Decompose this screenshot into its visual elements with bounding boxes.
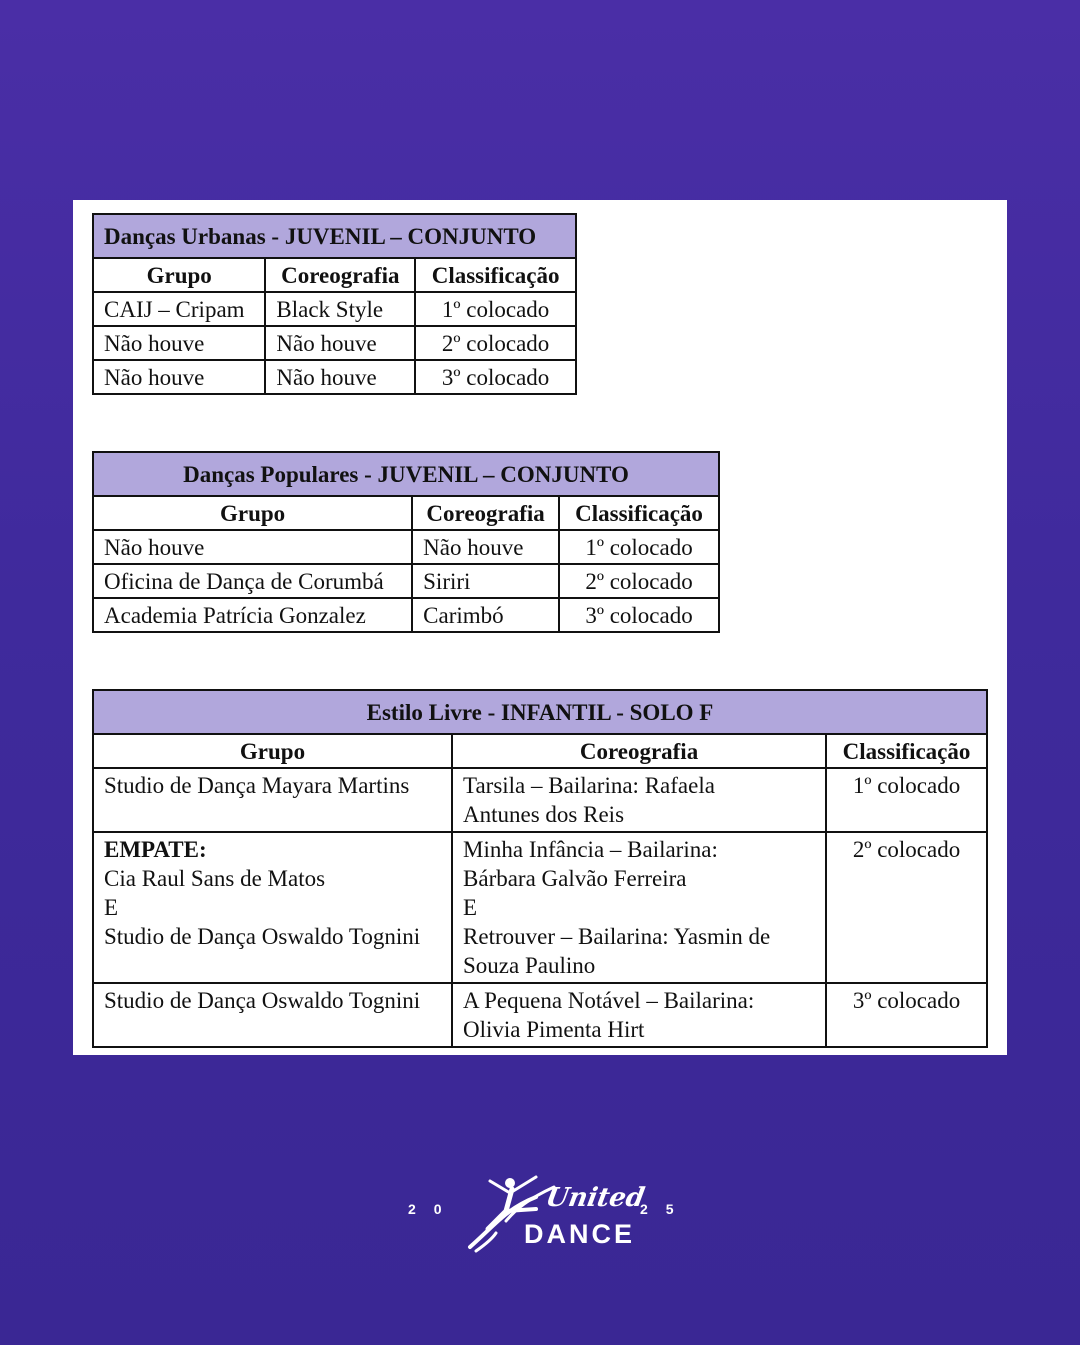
footer: [0, 1165, 1080, 1255]
table-row: [93, 292, 576, 326]
grupo-cell: [93, 832, 452, 983]
table-row: [93, 326, 576, 360]
table-title: Estilo Livre - INFANTIL - SOLO F: [93, 690, 987, 734]
classificacao-cell: 3º colocado: [826, 983, 987, 1047]
column-header-grupo: Grupo: [93, 734, 452, 768]
coreografia-line: Olivia Pimenta Hirt: [463, 1017, 645, 1042]
classificacao-cell: 2º colocado: [415, 326, 576, 360]
coreografia-cell: [452, 832, 826, 983]
united-dance-logo: [466, 1169, 647, 1255]
column-header-classificacao: Classificação: [415, 258, 576, 292]
year-right: 25: [640, 1201, 692, 1217]
grupo-cell: Não houve: [93, 326, 265, 360]
table-estilo-livre: [92, 689, 988, 1048]
column-header-coreografia: Coreografia: [452, 734, 826, 768]
table-row: [93, 768, 987, 832]
grupo-line: Studio de Dança Mayara Martins: [104, 773, 410, 798]
coreografia-line: Bárbara Galvão Ferreira: [463, 866, 687, 891]
coreografia-cell: Não houve: [265, 360, 415, 394]
coreografia-cell: [452, 983, 826, 1047]
table-row: [93, 360, 576, 394]
logo-script: United: [543, 1183, 647, 1213]
column-header-classificacao: Classificação: [559, 496, 719, 530]
grupo-cell: Não houve: [93, 530, 412, 564]
coreografia-line: E: [463, 895, 478, 920]
table-row: [93, 564, 719, 598]
table-row: [93, 598, 719, 632]
grupo-cell: Não houve: [93, 360, 265, 394]
coreografia-line: Minha Infância – Bailarina:: [463, 837, 718, 862]
table-title: Danças Populares - JUVENIL – CONJUNTO: [93, 452, 719, 496]
grupo-line: E: [104, 895, 119, 920]
column-header-classificacao: Classificação: [826, 734, 987, 768]
coreografia-line: Souza Paulino: [463, 953, 596, 978]
classificacao-cell: 1º colocado: [559, 530, 719, 564]
coreografia-cell: [452, 768, 826, 832]
coreografia-line: Antunes dos Reis: [463, 802, 625, 827]
year-left: 20: [408, 1201, 460, 1217]
grupo-cell: Academia Patrícia Gonzalez: [93, 598, 412, 632]
grupo-cell: [93, 768, 452, 832]
column-header-coreografia: Coreografia: [265, 258, 415, 292]
coreografia-line: A Pequena Notável – Bailarina:: [463, 988, 755, 1013]
table-dancas-populares: [92, 451, 720, 633]
classificacao-cell: 3º colocado: [559, 598, 719, 632]
grupo-line: Cia Raul Sans de Matos: [104, 866, 326, 891]
logo-word: DANCE: [524, 1219, 636, 1249]
grupo-cell: Oficina de Dança de Corumbá: [93, 564, 412, 598]
classificacao-cell: 1º colocado: [415, 292, 576, 326]
coreografia-line: Retrouver – Bailarina: Yasmin de: [463, 924, 771, 949]
table-row: [93, 530, 719, 564]
coreografia-cell: Não houve: [265, 326, 415, 360]
classificacao-cell: 2º colocado: [826, 832, 987, 983]
table-title: Danças Urbanas - JUVENIL – CONJUNTO: [93, 214, 576, 258]
column-header-grupo: Grupo: [93, 496, 412, 530]
coreografia-line: Tarsila – Bailarina: Rafaela: [463, 773, 715, 798]
coreografia-cell: Carimbó: [412, 598, 559, 632]
table-dancas-urbanas: [92, 213, 577, 395]
column-header-coreografia: Coreografia: [412, 496, 559, 530]
grupo-line: Studio de Dança Oswaldo Tognini: [104, 924, 421, 949]
coreografia-cell: Black Style: [265, 292, 415, 326]
grupo-cell: [93, 983, 452, 1047]
coreografia-cell: Siriri: [412, 564, 559, 598]
coreografia-cell: Não houve: [412, 530, 559, 564]
classificacao-cell: 3º colocado: [415, 360, 576, 394]
grupo-cell: CAIJ – Cripam: [93, 292, 265, 326]
results-sheet: [73, 200, 1007, 1055]
classificacao-cell: 2º colocado: [559, 564, 719, 598]
column-header-grupo: Grupo: [93, 258, 265, 292]
grupo-line: Studio de Dança Oswaldo Tognini: [104, 988, 421, 1013]
empate-label: EMPATE:: [104, 837, 207, 862]
table-row: [93, 832, 987, 983]
classificacao-cell: 1º colocado: [826, 768, 987, 832]
table-row: [93, 983, 987, 1047]
